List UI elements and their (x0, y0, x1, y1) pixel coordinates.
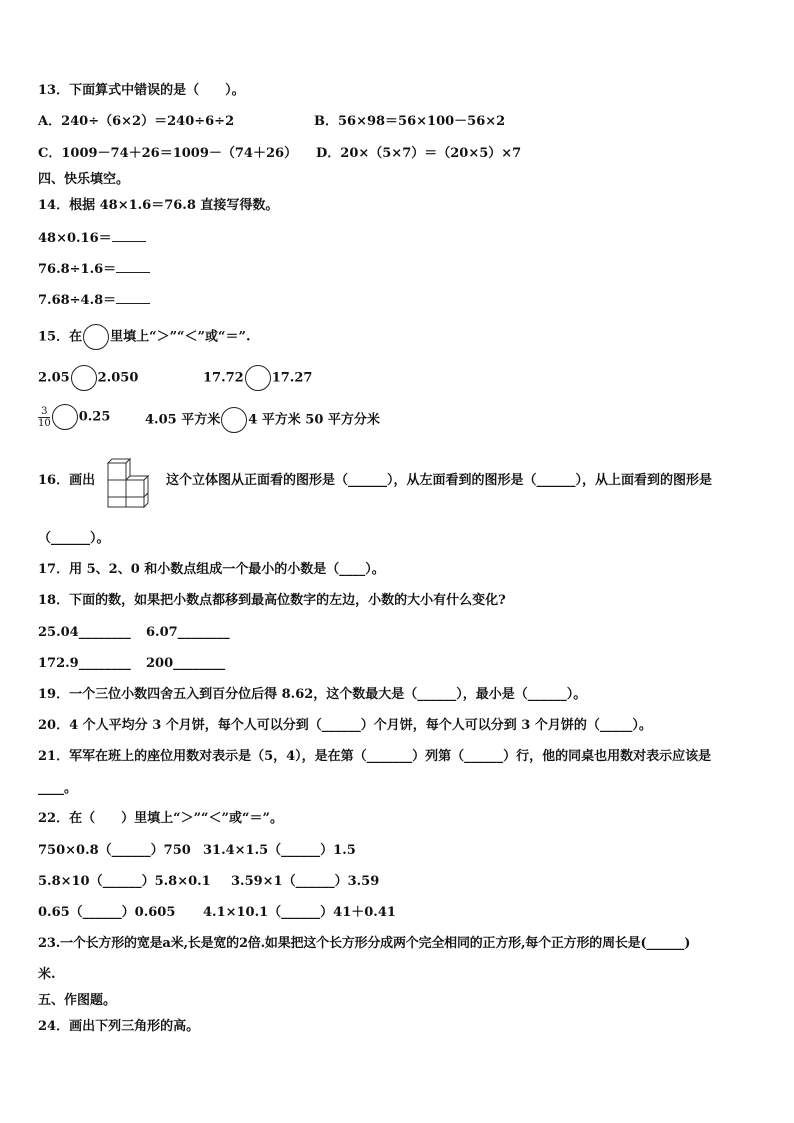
q18-item-b: 6.07________ (146, 625, 230, 640)
q18-item-a: 25.04________ (38, 625, 131, 640)
q17: 17．用 5、2、0 和小数点组成一个最小的小数是（____）。 (38, 562, 385, 577)
fraction: $\frac{3}{10}$ (38, 405, 51, 429)
q13-option-c: C．1009－74＋26＝1009－（74＋26） (38, 146, 298, 161)
q18-item-d: 200________ (146, 656, 226, 671)
q14-line-2: 76.8÷1.6＝ (38, 260, 150, 279)
cube-stack-figure (104, 456, 154, 510)
q13-stem: 13．下面算式中错误的是（ ）。 (38, 83, 245, 98)
q24: 24．画出下列三角形的高。 (38, 1019, 200, 1034)
q13-option-d: D．20×（5×7）＝（20×5）×7 (316, 146, 522, 161)
section-4-heading: 四、快乐填空。 (38, 172, 130, 187)
q23-line-1: 23.一个长方形的宽是a米,长是宽的2倍.如果把这个长方形分成两个完全相同的正方形,每个正方形的周长是(______) (38, 936, 691, 951)
compare-circle[interactable] (245, 365, 271, 391)
q13-option-b: B．56×98＝56×100－56×2 (314, 114, 506, 129)
q16-pre: 16．画出 (38, 473, 96, 488)
q18-stem: 18．下面的数，如果把小数点都移到最高位数字的左边，小数的大小有什么变化? (38, 593, 506, 608)
q16-continuation: （______）。 (38, 531, 110, 546)
compare-circle[interactable] (83, 324, 109, 350)
q21-line-1: 21．军军在班上的座位用数对表示是（5，4），是在第（_______）列第（______）行，他的同桌也用数对表示应该是 (38, 749, 712, 764)
q22-r3a: 0.65（______）0.605 (38, 905, 176, 920)
q18-item-c: 172.9________ (38, 656, 131, 671)
q15-item-d: 4.05 平方米 4 平方米 50 平方分米 (145, 407, 380, 433)
q22-r1b: 31.4×1.5（______）1.5 (203, 843, 356, 858)
compare-circle[interactable] (221, 407, 247, 433)
q22-r1a: 750×0.8（______）750 (38, 843, 191, 858)
q16-text: 这个立体图从正面看的图形是（______），从左面看到的图形是（______），从上面看到的图形是 (166, 473, 713, 488)
q14-line-3: 7.68÷4.8＝ (38, 291, 150, 310)
q15-item-a: 2.05 2.050 (38, 365, 138, 391)
q22-r3b: 4.1×10.1（______）41＋0.41 (203, 905, 396, 920)
q21-line-2: ____。 (38, 781, 78, 796)
q15-item-c: $\frac{3}{10}$ 0.25 (38, 405, 111, 429)
q15-item-b: 17.72 17.27 (203, 365, 312, 391)
compare-circle[interactable] (71, 365, 97, 391)
section-5-heading: 五、作图题。 (38, 993, 117, 1008)
q23-line-2: 米. (38, 967, 56, 982)
compare-circle[interactable] (52, 404, 78, 430)
q22-r2b: 3.59×1（______）3.59 (231, 874, 380, 889)
q15-stem: 15．在 里填上“＞”“＜”或“＝”. (38, 324, 251, 350)
q14-line-1: 48×0.16＝ (38, 229, 146, 248)
q13-option-a: A．240÷（6×2）＝240÷6÷2 (38, 114, 235, 129)
q20: 20．4 个人平均分 3 个月饼，每个人可以分到（______）个月饼，每个人可以分到 3 个月饼的（_____）。 (38, 718, 652, 733)
q22-stem: 22．在（ ）里填上“＞”“＜”或“＝”。 (38, 811, 283, 826)
q19: 19．一个三位小数四舍五入到百分位后得 8.62，这个数最大是（______），最小是（______）。 (38, 687, 587, 702)
q14-stem: 14．根据 48×1.6＝76.8 直接写得数。 (38, 198, 279, 213)
q22-r2a: 5.8×10（______）5.8×0.1 (38, 874, 211, 889)
